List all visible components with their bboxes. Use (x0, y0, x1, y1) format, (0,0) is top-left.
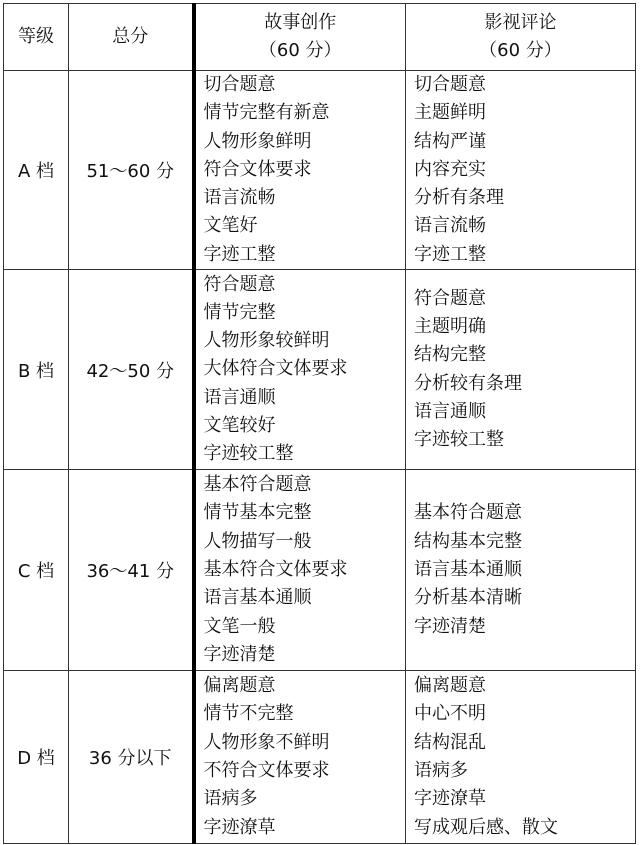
criterion-item: 结构混乱 (414, 731, 486, 753)
score-cell: 36～41 分 (69, 470, 194, 671)
header-review-points: （60 分） (479, 40, 562, 61)
grade-cell: D 档 (4, 671, 69, 844)
criterion-item: 结构严谨 (414, 130, 486, 152)
criterion-item: 基本符合题意 (203, 474, 312, 496)
story-criteria (194, 71, 406, 270)
criterion-item: 不符合文体要求 (203, 760, 330, 782)
score-cell: 51～60 分 (69, 71, 194, 270)
criterion-item: 符合题意 (414, 287, 486, 309)
criterion-item: 人物形象较鲜明 (203, 330, 330, 352)
score-cell: 42～50 分 (69, 270, 194, 470)
criterion-item: 语言基本通顺 (414, 558, 522, 580)
grade-row-b (4, 270, 636, 470)
header-review (406, 4, 636, 71)
criterion-item: 偏离题意 (414, 675, 486, 697)
grade-cell: A 档 (4, 71, 69, 270)
criterion-item: 偏离题意 (203, 675, 276, 697)
review-criteria (406, 270, 636, 470)
review-criteria (406, 71, 636, 270)
story-criteria (194, 270, 406, 470)
criterion-item: 分析较有条理 (414, 372, 522, 394)
criterion-item: 字迹清楚 (414, 615, 486, 637)
criterion-item: 语病多 (203, 788, 258, 810)
criterion-item: 中心不明 (414, 703, 486, 725)
criterion-item: 语言流畅 (203, 187, 276, 209)
grade-row-c (4, 470, 636, 671)
header-story-points: （60 分） (258, 40, 342, 61)
header-story (194, 4, 406, 71)
criterion-item: 基本符合题意 (414, 502, 522, 524)
criterion-item: 字迹清楚 (203, 643, 276, 665)
criterion-item: 字迹较工整 (414, 429, 504, 451)
review-criteria (406, 470, 636, 671)
criterion-item: 文笔较好 (203, 415, 276, 437)
header-review-title: 影视评论 (484, 12, 557, 33)
header-row (4, 4, 636, 71)
criterion-item: 基本符合文体要求 (203, 558, 348, 580)
criterion-item: 分析有条理 (414, 187, 504, 209)
criterion-item: 人物形象鲜明 (203, 130, 312, 152)
criterion-item: 文笔一般 (203, 615, 276, 637)
criterion-item: 情节基本完整 (203, 502, 312, 524)
criterion-item: 结构完整 (414, 344, 486, 366)
criterion-item: 语言通顺 (414, 400, 486, 422)
criterion-item: 语言流畅 (414, 215, 486, 237)
criterion-item: 字迹较工整 (203, 443, 294, 465)
criterion-item: 切合题意 (414, 74, 486, 95)
header-total: 总分 (69, 4, 194, 71)
criterion-item: 符合文体要求 (203, 158, 312, 180)
grade-cell: C 档 (4, 470, 69, 671)
header-story-title: 故事创作 (264, 12, 337, 33)
grading-table (3, 3, 636, 844)
criterion-item: 大体符合文体要求 (203, 358, 348, 380)
criterion-item: 语病多 (414, 760, 468, 782)
criterion-item: 文笔好 (203, 215, 258, 237)
criterion-item: 分析基本清晰 (414, 587, 522, 609)
criterion-item: 内容充实 (414, 158, 486, 180)
criterion-item: 结构基本完整 (414, 530, 522, 552)
criterion-item: 主题明确 (414, 315, 486, 337)
criterion-item: 字迹潦草 (414, 788, 486, 810)
criterion-item: 写成观后感、散文 (414, 816, 558, 838)
criterion-item: 符合题意 (203, 273, 276, 295)
criterion-item: 字迹工整 (414, 243, 486, 265)
grade-cell: B 档 (4, 270, 69, 470)
criterion-item: 情节不完整 (203, 703, 294, 725)
story-criteria (194, 671, 406, 844)
criterion-item: 人物形象不鲜明 (203, 731, 330, 753)
criterion-item: 语言基本通顺 (203, 587, 312, 609)
header-grade: 等级 (4, 4, 69, 71)
grade-row-d (4, 671, 636, 844)
criterion-item: 情节完整有新意 (203, 102, 330, 124)
story-criteria (194, 470, 406, 671)
criterion-item: 字迹潦草 (203, 816, 276, 838)
criterion-item: 字迹工整 (203, 243, 276, 265)
score-cell: 36 分以下 (69, 671, 194, 844)
criterion-item: 切合题意 (203, 74, 276, 95)
criterion-item: 语言通顺 (203, 386, 276, 408)
criterion-item: 人物描写一般 (203, 530, 312, 552)
review-criteria (406, 671, 636, 844)
grade-row-a (4, 71, 636, 270)
criterion-item: 主题鲜明 (414, 102, 486, 124)
criterion-item: 情节完整 (203, 301, 276, 323)
